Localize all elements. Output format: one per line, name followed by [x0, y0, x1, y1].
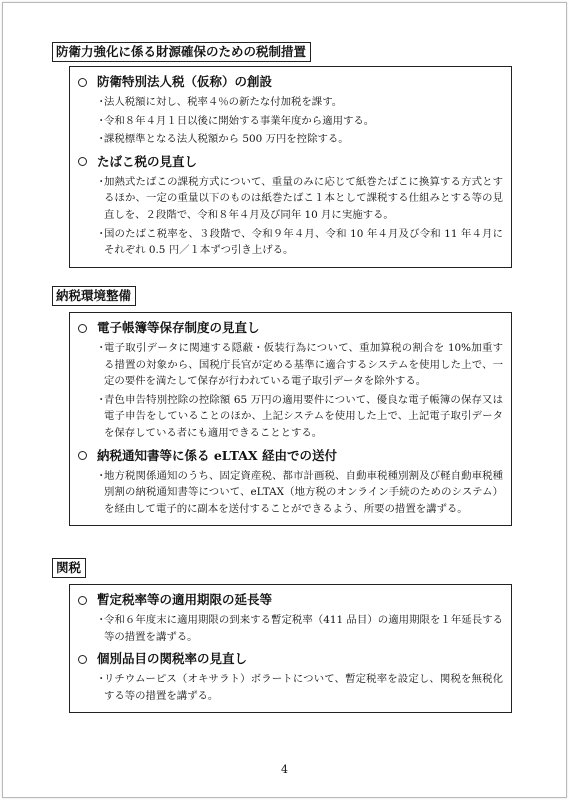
item-heading: 電子帳簿等保存制度の見直し: [97, 320, 260, 335]
list-item: [78, 447, 503, 518]
bullet-mark: ・: [96, 114, 107, 127]
bullet-line: ・ 青色申告特別控除の控除額 65 万円の適用要件について、優良な電子帳簿の保存又は電子申告をしていることのほか、上記システムを使用した上で、上記電子取引データを保存している者にも適用できることとする。: [96, 392, 503, 442]
list-item: [78, 650, 503, 704]
circle-bullet-icon: [78, 655, 87, 664]
bullet-line: ・ 加熱式たばこの課税方式について、重量のみに応じて紙巻たばこに換算する方式とするほか、一定の重量以下のものは紙巻たばこ１本として課税する仕組みとする等の見直しを、２段階で、令和８年４月及び同年 10 月に実施する。: [96, 174, 503, 224]
bullet-mark: ・: [96, 393, 107, 406]
bullet-line: ・ 課税標準となる法人税額から 500 万円を控除する。: [96, 131, 503, 148]
section-box-customs: [69, 584, 512, 713]
bullet-line: ・ 法人税額に対し、税率４％の新たな付加税を課す。: [96, 94, 503, 111]
bullet-mark: ・: [96, 614, 107, 626]
bullet-mark: ・: [96, 673, 107, 686]
bullet-mark: ・: [96, 96, 107, 108]
circle-bullet-icon: [78, 451, 87, 460]
circle-bullet-icon: [78, 324, 87, 333]
bullet-line: ・ 電子取引データに関連する隠蔽・仮装行為について、重加算税の割合を 10%加重する措置の対象から、国税庁長官が定める基準に適合するシステムを使用した上で、一定の要件を満たして保存が行われている電子取引データを除外する。: [96, 340, 503, 390]
section-box-defense-tax: [69, 66, 512, 268]
item-heading: 個別品目の関税率の見直し: [97, 651, 248, 667]
bullet-line: ・ 令和６年度末に適用期限の到来する暫定税率（411 品目）の適用期限を１年延長する等の措置を講ずる。: [96, 612, 503, 645]
bullet-mark: ・: [96, 469, 107, 482]
section-title-tax-environment: 納税環境整備: [52, 286, 136, 306]
section-title-defense-tax: 防衛力強化に係る財源確保のための税制措置: [52, 42, 311, 62]
section-title-customs: 関税: [52, 558, 86, 578]
page-number: 4: [281, 763, 288, 776]
item-heading: 納税通知書等に係る eLTAX 経由での送付: [97, 447, 337, 463]
bullet-line: ・ 国のたばこ税率を、３段階で、令和９年４月、令和 10 年４月及び令和 11 年４月にそれぞれ 0.5 円／１本ずつ引き上げる。: [96, 226, 503, 259]
bullet-mark: ・: [96, 227, 107, 240]
list-item: [78, 153, 503, 259]
circle-bullet-icon: [78, 78, 87, 87]
bullet-mark: ・: [96, 342, 107, 354]
section-box-tax-environment: [69, 312, 512, 526]
bullet-line: ・ 令和８年４月１日以後に開始する事業年度から適用する。: [96, 113, 503, 130]
bullet-line: ・ 地方税関係通知のうち、固定資産税、都市計画税、自動車税種別割及び軽自動車税種別割の納税通知書等について、eLTAX（地方税のオンライン手続のためのシステム）を経由して電子的に副本を送付することができるよう、所要の措置を講ずる。: [96, 468, 503, 518]
list-item: [78, 319, 503, 442]
list-item: [78, 591, 503, 645]
list-item: [78, 73, 503, 148]
item-heading: 暫定税率等の適用期限の延長等: [97, 592, 273, 607]
circle-bullet-icon: [78, 157, 87, 166]
bullet-mark: ・: [96, 133, 107, 146]
bullet-line: ・ リチウムーピス（オキサラト）ボラートについて、暫定税率を設定し、関税を無税化する等の措置を講ずる。: [96, 671, 503, 704]
circle-bullet-icon: [78, 596, 87, 605]
bullet-mark: ・: [96, 175, 107, 188]
item-heading: たばこ税の見直し: [97, 153, 198, 169]
item-heading: 防衛特別法人税（仮称）の創設: [97, 74, 273, 89]
